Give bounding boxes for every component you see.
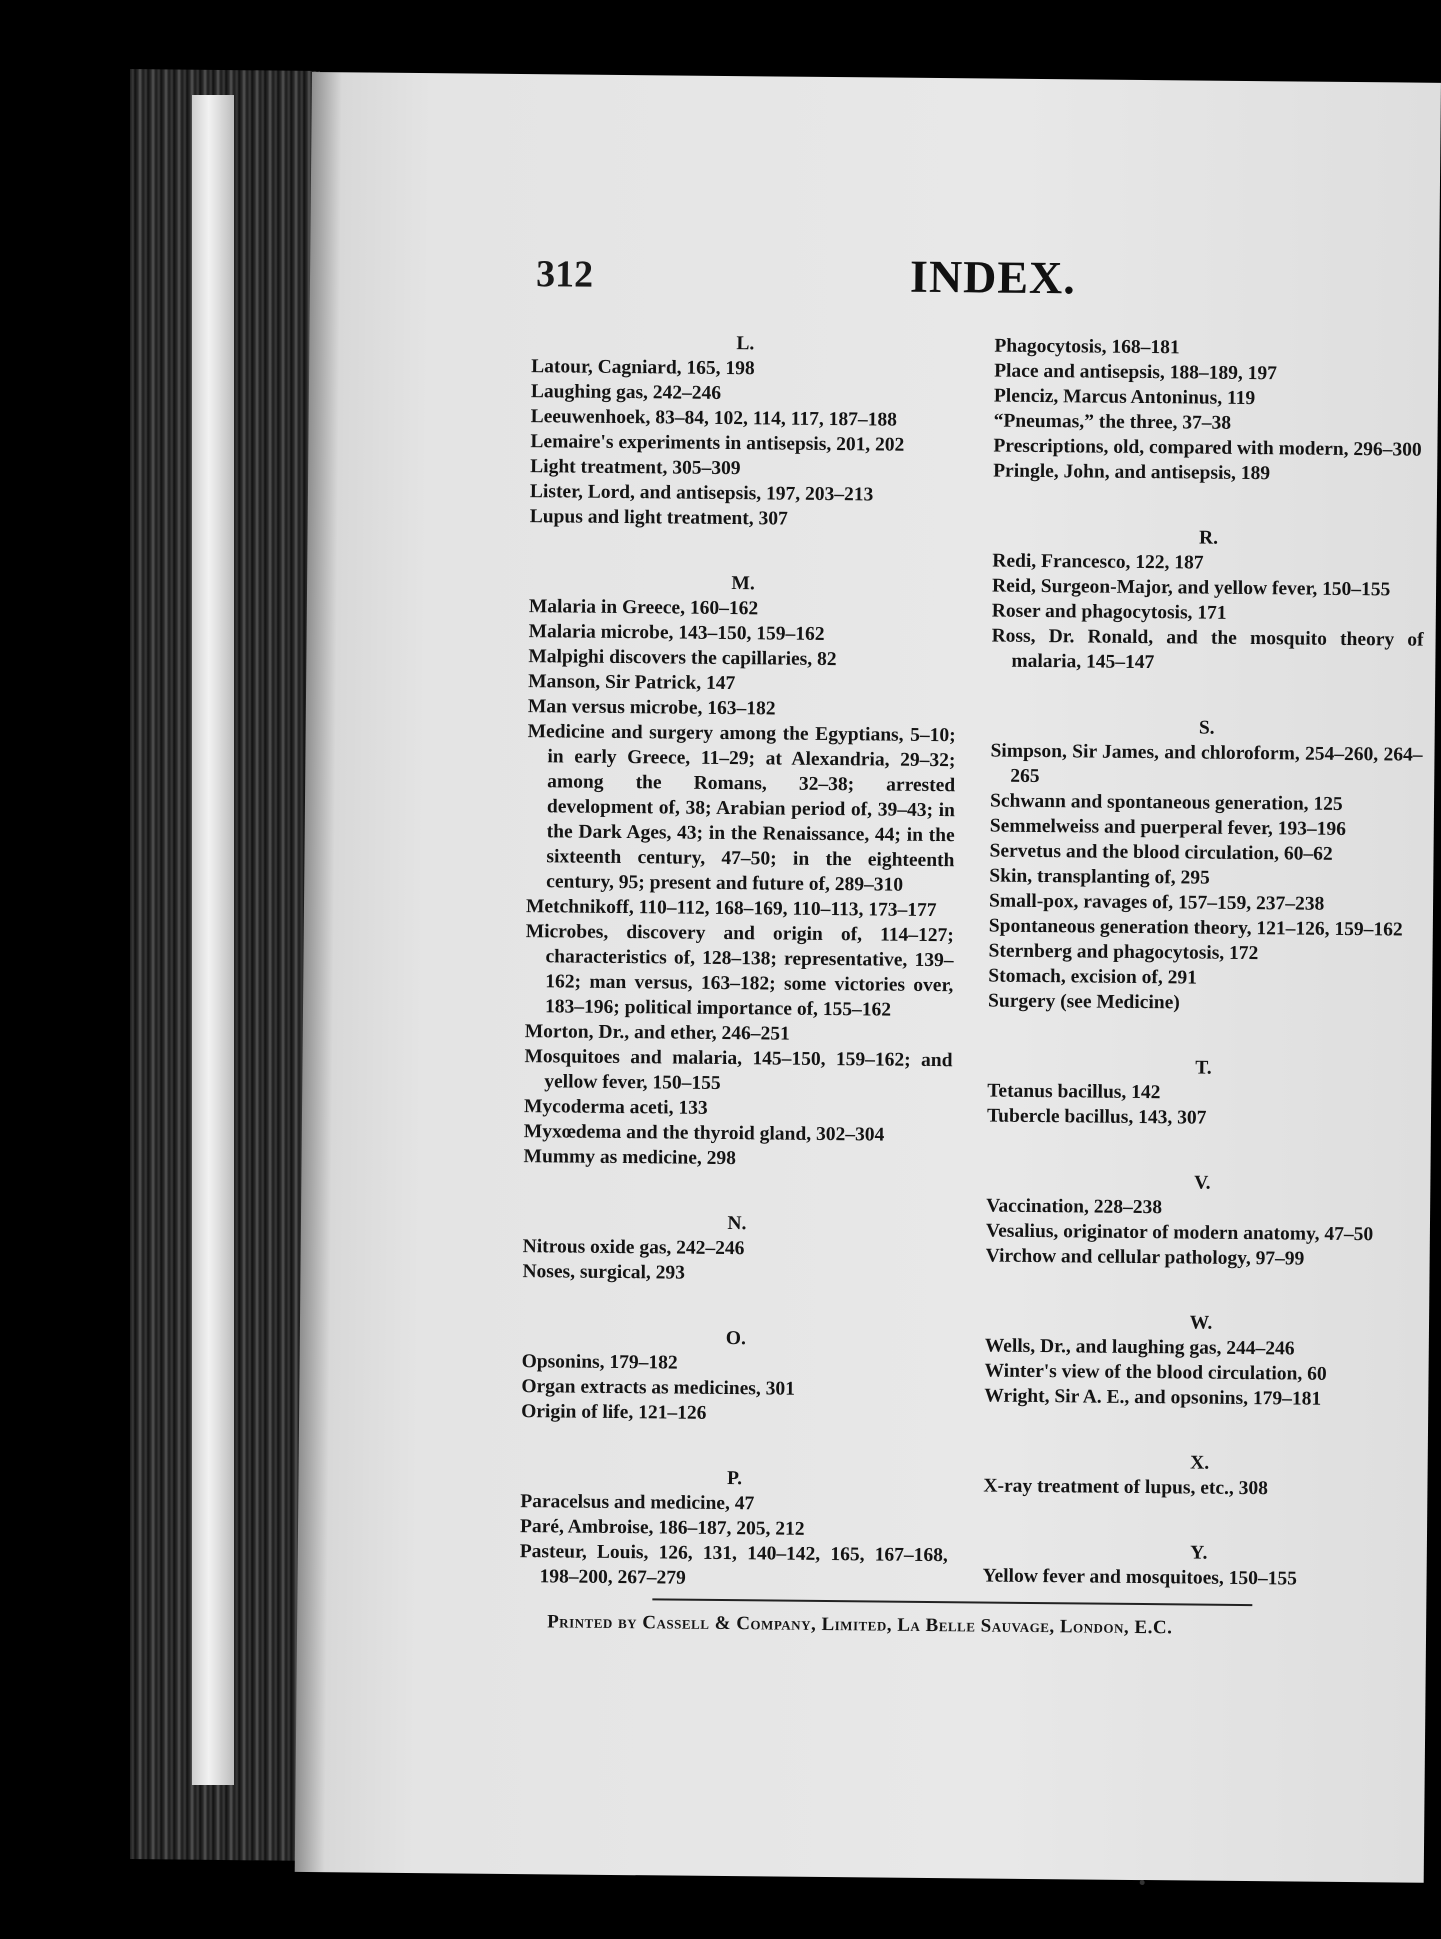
index-entry: Lupus and light treatment, 307 (529, 506, 788, 530)
index-entry: Stomach, excision of, 291 (988, 965, 1197, 989)
index-entry: Prescriptions, old, compared with modern, 296–300 (993, 435, 1422, 461)
section-letter: X. (1190, 1452, 1210, 1474)
index-entry: Organ extracts as medicines, 301 (521, 1376, 795, 1400)
index-entry: Place and antisepsis, 188–189, 197 (994, 360, 1278, 385)
index-entry: Paracelsus and medicine, 47 (520, 1491, 755, 1515)
index-entry: Wells, Dr., and laughing gas, 244–246 (984, 1335, 1295, 1360)
section-letter: S. (1198, 717, 1215, 739)
page-number: 312 (535, 253, 594, 296)
index-entry: Paré, Ambroise, 186–187, 205, 212 (519, 1516, 805, 1540)
index-entry: Ross, Dr. Ronald, and the mosquito theory of malaria, 145–147 (991, 625, 1424, 674)
section-letter: R. (1198, 527, 1219, 549)
section-gap (523, 1169, 951, 1213)
section-gap (521, 1424, 949, 1468)
index-entry: Roser and phagocytosis, 171 (991, 600, 1227, 624)
section-gap (522, 1284, 950, 1328)
index-entry: Leeuwenhoek, 83–84, 102, 114, 117, 187–188 (530, 406, 897, 431)
section-letter: Y. (1190, 1542, 1208, 1564)
index-entry: Man versus microbe, 163–182 (527, 696, 776, 720)
index-entry: Opsonins, 179–182 (521, 1351, 678, 1374)
index-entry: Malaria in Greece, 160–162 (528, 596, 759, 620)
index-entry: Tetanus bacillus, 142 (987, 1080, 1161, 1104)
section-gap (987, 1129, 1419, 1173)
index-entry: Skin, transplanting of, 295 (989, 865, 1210, 889)
index-column-right (982, 334, 1426, 1593)
index-entry: Metchnikoff, 110–112, 168–169, 110–113, 173–177 (525, 896, 937, 922)
index-entry: X-ray treatment of lupus, etc., 308 (983, 1475, 1269, 1500)
index-entry: Light treatment, 305–309 (530, 456, 741, 480)
index-entry: Myxœdema and the thyroid gland, 302–304 (523, 1121, 885, 1146)
index-entry: Pasteur, Louis, 126, 131, 140–142, 165, 167–168, 198–200, 267–279 (519, 1541, 948, 1589)
index-entry: Lister, Lord, and antisepsis, 197, 203–213 (529, 481, 874, 506)
index-entry: Vesalius, originator of modern anatomy, 47–50 (985, 1220, 1374, 1246)
index-entry: Yellow fever and mosquitoes, 150–155 (982, 1565, 1298, 1590)
index-entry: Medicine and surgery among the Egyptians, 5–10; in early Greece, 11–29; at Alexandria, 29–32; among the Romans, 32–38; arrested development of, 38; Arabian period of, 39–43; in the Dark Ages, 43; in the Renaissance, 44; in the sixteenth century, 47–50; in the eighteenth century, 95; present and future of, 289–310 (527, 721, 956, 896)
index-entry: Wright, Sir A. E., and opsonins, 179–181 (984, 1385, 1322, 1410)
index-entry: Plenciz, Marcus Antoninus, 119 (993, 385, 1256, 410)
index-page (295, 72, 1441, 1883)
index-entry: Surgery (see Medicine) (988, 990, 1180, 1014)
index-column-left (519, 329, 959, 1593)
index-entry: Spontaneous generation theory, 121–126, 159–162 (988, 915, 1403, 941)
section-gap (529, 529, 957, 573)
index-entry: Malpighi discovers the capillaries, 82 (528, 646, 837, 671)
index-entry: Origin of life, 121–126 (521, 1401, 707, 1424)
index-entry: Virchow and cellular pathology, 97–99 (985, 1245, 1305, 1270)
footer-rule (652, 1598, 1252, 1606)
section-gap (991, 674, 1423, 718)
index-entry: Noses, surgical, 293 (522, 1261, 686, 1284)
index-entry: Simpson, Sir James, and chloroform, 254–260, 264–265 (990, 740, 1423, 788)
index-entry: Nitrous oxide gas, 242–246 (522, 1236, 745, 1260)
index-entry: Mycoderma aceti, 133 (523, 1096, 708, 1119)
printer-imprint: Printed by Cassell & Company, Limited, La Belle Sauvage, London, E.C. (547, 1611, 1173, 1639)
section-letter: V. (1194, 1172, 1211, 1194)
index-entry: Vaccination, 228–238 (986, 1195, 1163, 1219)
section-letter: M. (731, 573, 755, 595)
section-gap (993, 484, 1425, 528)
index-entry: Mosquitoes and malaria, 145–150, 159–162; and yellow fever, 150–155 (524, 1046, 953, 1094)
index-entry: Latour, Cagniard, 165, 198 (531, 356, 755, 380)
index-entry: Semmelweiss and puerperal fever, 193–196 (989, 815, 1347, 840)
index-entry: Small-pox, ravages of, 157–159, 237–238 (988, 890, 1325, 915)
index-entry: Redi, Francesco, 122, 187 (992, 550, 1204, 574)
page-edge (192, 95, 234, 1785)
section-letter: L. (736, 333, 755, 355)
index-entry: Reid, Surgeon-Major, and yellow fever, 150–155 (991, 575, 1391, 601)
section-letter: P. (726, 1468, 743, 1490)
index-entry: Mummy as medicine, 298 (523, 1146, 737, 1170)
index-entry: Laughing gas, 242–246 (530, 381, 722, 404)
section-letter: O. (725, 1328, 746, 1350)
section-gap (988, 1014, 1420, 1058)
index-entry: Winter's view of the blood circulation, 60 (984, 1360, 1327, 1385)
index-entry: Phagocytosis, 168–181 (994, 335, 1180, 359)
section-letter: T. (1195, 1057, 1212, 1079)
index-entry: Manson, Sir Patrick, 147 (528, 671, 736, 695)
index-entry: Sternberg and phagocytosis, 172 (988, 940, 1259, 965)
section-gap (984, 1409, 1416, 1453)
page-title: INDEX. (909, 250, 1077, 304)
section-gap (983, 1499, 1415, 1543)
index-entry: Microbes, discovery and origin of, 114–127; characteristics of, 128–138; representative, 139–162; man versus, 163–182; some victories over, 183–196; political importance of, 155–162 (525, 921, 954, 1021)
index-entry: Schwann and spontaneous generation, 125 (989, 790, 1343, 815)
section-letter: N. (727, 1213, 747, 1235)
page-speck (1140, 1880, 1145, 1885)
index-entry: Pringle, John, and antisepsis, 189 (993, 460, 1271, 485)
index-entry: Malaria microbe, 143–150, 159–162 (528, 621, 825, 645)
index-entry: Tubercle bacillus, 143, 307 (986, 1105, 1207, 1129)
section-gap (985, 1269, 1417, 1313)
index-entry: Morton, Dr., and ether, 246–251 (524, 1021, 790, 1045)
index-entry: Lemaire's experiments in antisepsis, 201, 202 (530, 431, 905, 456)
section-letter: W. (1189, 1312, 1213, 1334)
index-entry: Servetus and the blood circulation, 60–62 (989, 840, 1333, 865)
index-entry: “Pneumas,” the three, 37–38 (993, 410, 1232, 434)
